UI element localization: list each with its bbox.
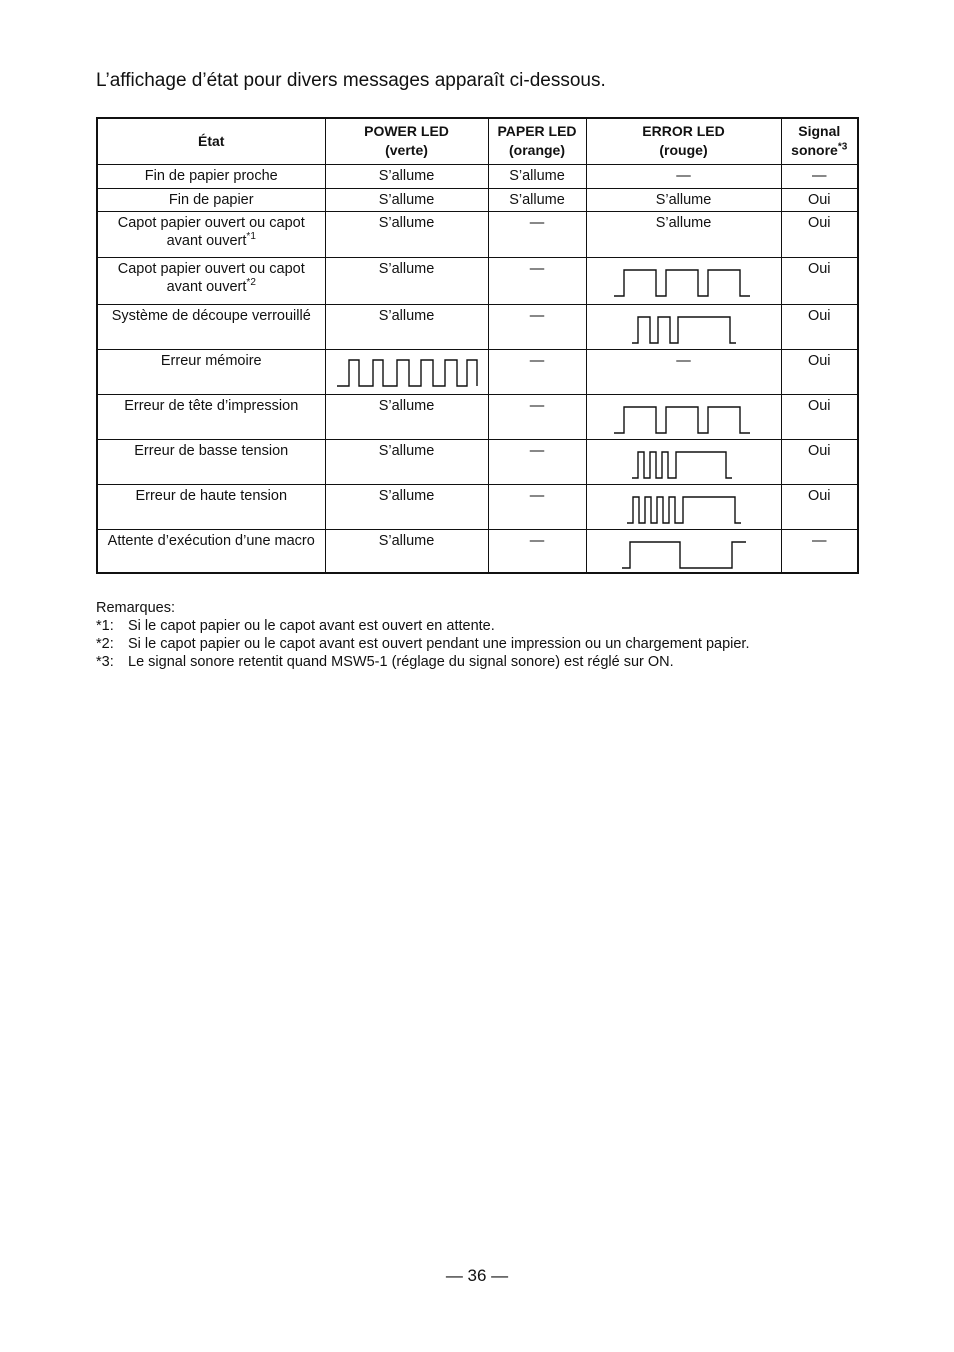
- cell-power-led: S’allume: [325, 257, 488, 304]
- cell-signal: Oui: [781, 439, 858, 484]
- table-row: [97, 304, 858, 349]
- cell-error-led: [586, 394, 781, 439]
- cell-paper-led: S’allume: [488, 188, 586, 211]
- blink-waveform-icon: [614, 266, 754, 298]
- cell-signal: Oui: [781, 394, 858, 439]
- blink-waveform-icon: [614, 403, 754, 435]
- cell-error-led: —: [586, 349, 781, 394]
- page-number: — 36 —: [445, 1266, 509, 1285]
- table-row: [97, 394, 858, 439]
- note-item: [96, 617, 750, 635]
- cell-signal: Oui: [781, 211, 858, 257]
- cell-etat: Fin de papier proche: [97, 164, 325, 188]
- cell-etat: Capot papier ouvert ou capot avant ouvert$^{*2}$: [97, 257, 325, 304]
- header-signal: Signal sonore$^{*3}$: [781, 118, 858, 164]
- blink-waveform-icon: [627, 493, 741, 525]
- cell-signal: Oui: [781, 188, 858, 211]
- note-key: *2:: [96, 636, 114, 652]
- cell-signal: —: [781, 529, 858, 573]
- cell-power-led: S’allume: [325, 304, 488, 349]
- cell-etat: Erreur de tête d’impression: [97, 394, 325, 439]
- table-row: [97, 164, 858, 188]
- cell-signal: Oui: [781, 257, 858, 304]
- cell-error-led: [586, 257, 781, 304]
- cell-etat: Erreur de haute tension: [97, 484, 325, 529]
- status-table: [96, 117, 859, 574]
- cell-paper-led: —: [488, 529, 586, 573]
- note-item: [96, 635, 750, 653]
- cell-power-led: S’allume: [325, 394, 488, 439]
- table-row: [97, 257, 858, 304]
- cell-etat: Attente d’exécution d’une macro: [97, 529, 325, 573]
- table-row: [97, 349, 858, 394]
- page-heading: L’affichage d’état pour divers messages apparaît ci-dessous.: [96, 70, 606, 91]
- table-row: [97, 188, 858, 211]
- cell-paper-led: —: [488, 257, 586, 304]
- blink-waveform-icon: [622, 538, 746, 570]
- cell-etat: Fin de papier: [97, 188, 325, 211]
- header-paper-led: PAPER LED (orange): [488, 118, 586, 164]
- notes-title: Remarques:: [96, 600, 175, 616]
- notes: [96, 599, 750, 671]
- table-row: [97, 211, 858, 257]
- note-text: Le signal sonore retentit quand MSW5-1 (réglage du signal sonore) est réglé sur ON.: [128, 654, 674, 670]
- cell-power-led: S’allume: [325, 484, 488, 529]
- cell-paper-led: —: [488, 349, 586, 394]
- blink-waveform-icon: [632, 313, 736, 345]
- note-item: [96, 653, 750, 671]
- note-text: Si le capot papier ou le capot avant est ouvert en attente.: [128, 618, 495, 634]
- cell-paper-led: —: [488, 484, 586, 529]
- cell-power-led: S’allume: [325, 188, 488, 211]
- header-error-led: ERROR LED (rouge): [586, 118, 781, 164]
- cell-paper-led: —: [488, 394, 586, 439]
- cell-paper-led: S’allume: [488, 164, 586, 188]
- table-row: [97, 439, 858, 484]
- note-key: *3:: [96, 654, 114, 670]
- cell-power-led: S’allume: [325, 439, 488, 484]
- cell-paper-led: —: [488, 211, 586, 257]
- note-text: Si le capot papier ou le capot avant est ouvert pendant une impression ou un chargement papier.: [128, 636, 750, 652]
- cell-paper-led: —: [488, 304, 586, 349]
- note-key: *1:: [96, 618, 114, 634]
- blink-waveform-icon: [337, 358, 477, 390]
- cell-signal: —: [781, 164, 858, 188]
- cell-error-led: S’allume: [586, 211, 781, 257]
- cell-signal: Oui: [781, 304, 858, 349]
- cell-etat: Erreur de basse tension: [97, 439, 325, 484]
- header-etat: État: [97, 118, 325, 164]
- cell-error-led: [586, 529, 781, 573]
- cell-error-led: [586, 439, 781, 484]
- footnote-ref: *2: [246, 276, 256, 288]
- cell-error-led: S’allume: [586, 188, 781, 211]
- table-row: [97, 529, 858, 573]
- cell-power-led: [325, 349, 488, 394]
- cell-power-led: S’allume: [325, 529, 488, 573]
- cell-etat: Système de découpe verrouillé: [97, 304, 325, 349]
- cell-etat: Erreur mémoire: [97, 349, 325, 394]
- cell-power-led: S’allume: [325, 211, 488, 257]
- blink-waveform-icon: [632, 448, 736, 480]
- table-row: [97, 484, 858, 529]
- cell-power-led: S’allume: [325, 164, 488, 188]
- cell-error-led: —: [586, 164, 781, 188]
- cell-paper-led: —: [488, 439, 586, 484]
- cell-etat: Capot papier ouvert ou capot avant ouvert$^{*1}$: [97, 211, 325, 257]
- footnote-ref: *1: [246, 230, 256, 242]
- cell-error-led: [586, 304, 781, 349]
- cell-signal: Oui: [781, 484, 858, 529]
- header-power-led: POWER LED (verte): [325, 118, 488, 164]
- cell-signal: Oui: [781, 349, 858, 394]
- cell-error-led: [586, 484, 781, 529]
